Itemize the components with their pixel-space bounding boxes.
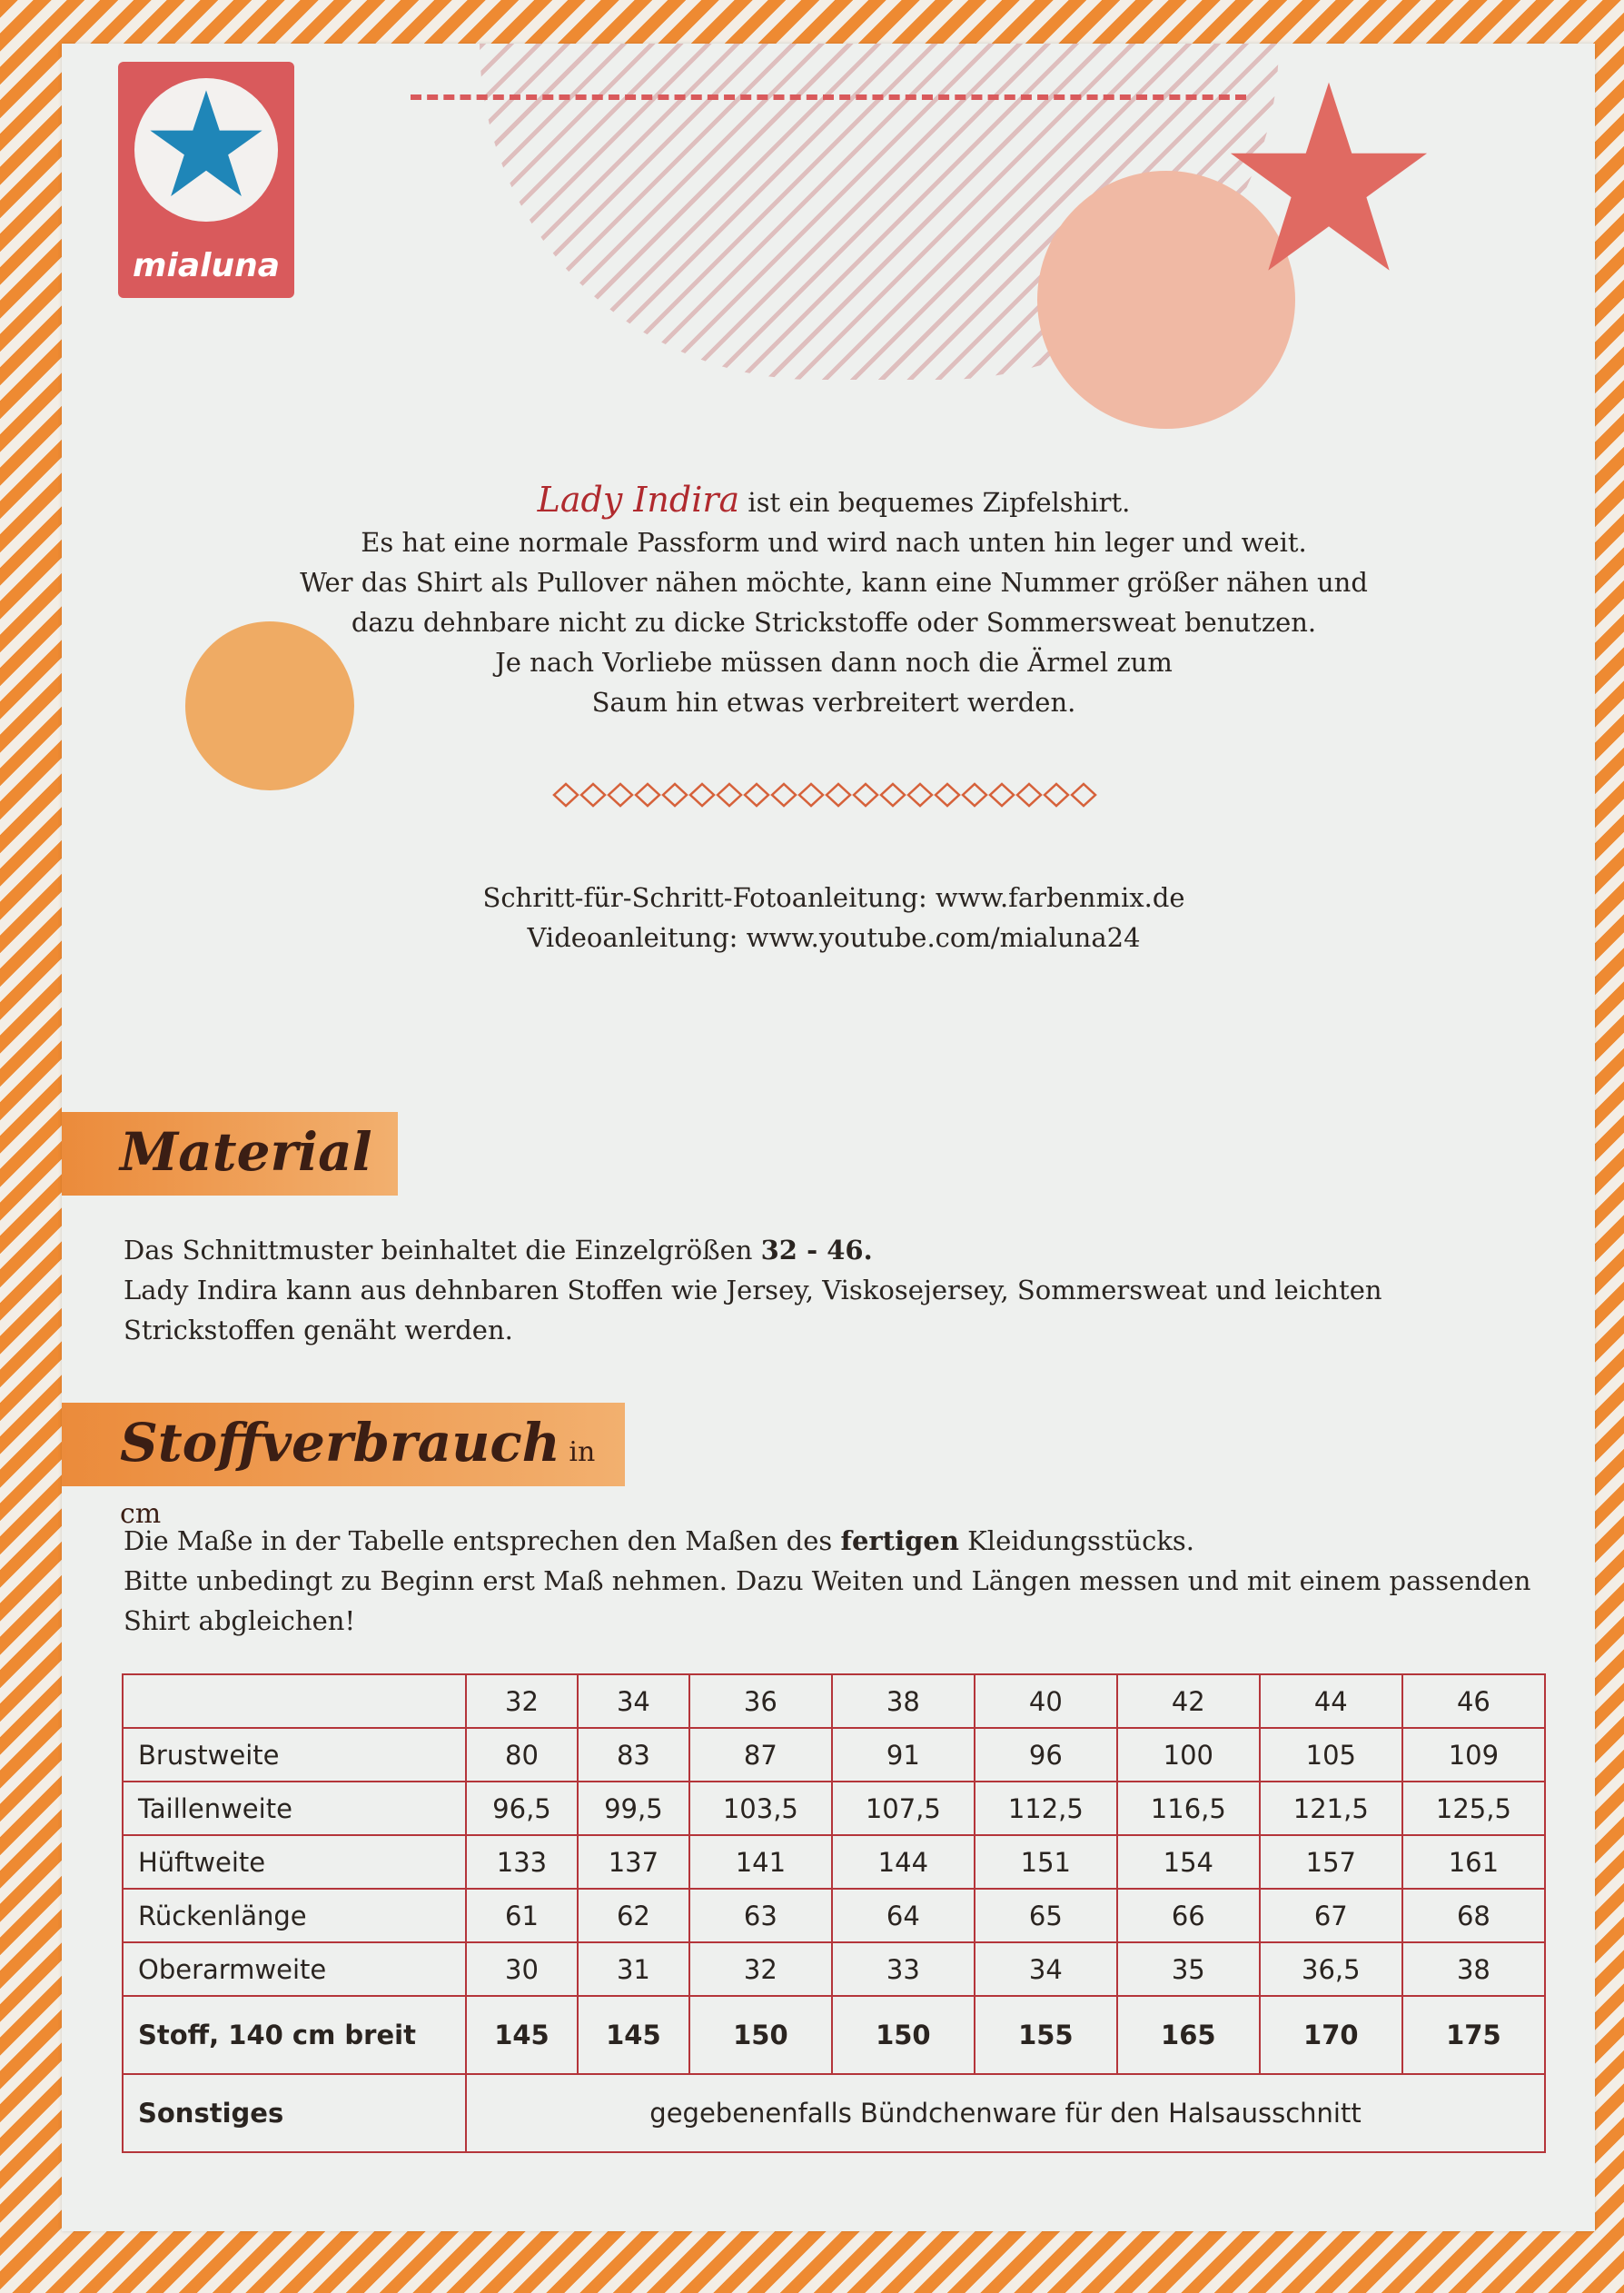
size-header: 38 [832,1674,975,1728]
video-guide-link: Videoanleitung: www.youtube.com/mialuna24 [527,922,1141,953]
links-block [243,878,1424,958]
photo-guide-link: Schritt-für-Schritt-Fotoanleitung: www.farbenmix.de [482,882,1185,913]
material-text: Das Schnittmuster beinhaltet die Einzelgrößen 32 - 46. Lady Indira kann aus dehnbaren Stoffen wie Jersey, Viskosejersey, Sommersweat und leichten Strickstoffen genäht werden. [124,1235,1382,1345]
size-header: 42 [1117,1674,1260,1728]
material-heading: Material [120,1121,372,1183]
material-heading-band [62,1112,398,1196]
stoff-unit: in cm [120,1436,596,1530]
row-label: Oberarmweite [123,1942,466,1996]
stoff-heading-band [62,1403,625,1530]
size-header: 36 [689,1674,832,1728]
intro-text: Lady Indira ist ein bequemes Zipfelshirt. Es hat eine normale Passform und wird nach unten hin leger und weit. Wer das Shirt als Pullover nähen möchte, kann eine Nummer größer nähen und dazu dehnbare nicht zu dicke Strickstoffe oder Sommersweat benutzen. Je nach Vorliebe müssen dann noch die Ärmel zum Saum hin etwas verbreitert werden. [300,480,1368,718]
table-row: Taillenweite 96,5 99,5 103,5 107,5 112,5 116,5 121,5 125,5 [123,1782,1545,1835]
row-label: Taillenweite [123,1782,466,1835]
table-row-misc [123,2074,1545,2152]
row-label: Hüftweite [123,1835,466,1889]
document-page [62,44,1595,2231]
row-label: Brustweite [123,1728,466,1782]
size-header: 34 [578,1674,689,1728]
size-header: 46 [1402,1674,1545,1728]
product-name: Lady Indira [537,480,740,520]
table-row: Hüftweite 133 137 141 144 151 154 157 161 [123,1835,1545,1889]
dashed-line [411,94,1246,100]
logo-wordmark: mialuna [132,247,281,284]
size-header: 32 [466,1674,578,1728]
table-row-fabric: Stoff, 140 cm breit 145 145 150 150 155 165 170 175 [123,1996,1545,2074]
row-label: Sonstiges [123,2074,466,2152]
red-star-icon [1224,78,1433,287]
row-label: Stoff, 140 cm breit [123,1996,466,2074]
diamond-divider [552,781,1097,809]
table-row: Brustweite 80 83 87 91 96 100 105 109 [123,1728,1545,1782]
blue-star-icon [145,85,267,207]
measurement-table [122,1673,1546,2153]
table-row: Rückenlänge 61 62 63 64 65 66 67 68 [123,1889,1545,1942]
mialuna-logo [118,62,294,298]
size-header: 44 [1260,1674,1402,1728]
table-row: Oberarmweite 30 31 32 33 34 35 36,5 38 [123,1942,1545,1996]
table-header-row [123,1674,1545,1728]
size-header: 40 [975,1674,1117,1728]
row-label: Rückenlänge [123,1889,466,1942]
stoff-heading: Stoffverbrauch [120,1412,560,1474]
misc-value: gegebenenfalls Bündchenware für den Halsausschnitt [466,2074,1545,2152]
stoff-text: Die Maße in der Tabelle entsprechen den Maßen des fertigen Kleidungsstücks. Bitte unbedingt zu Beginn erst Maß nehmen. Dazu Weiten und Längen messen und mit einem passenden Shirt abgleichen! [124,1525,1531,1636]
